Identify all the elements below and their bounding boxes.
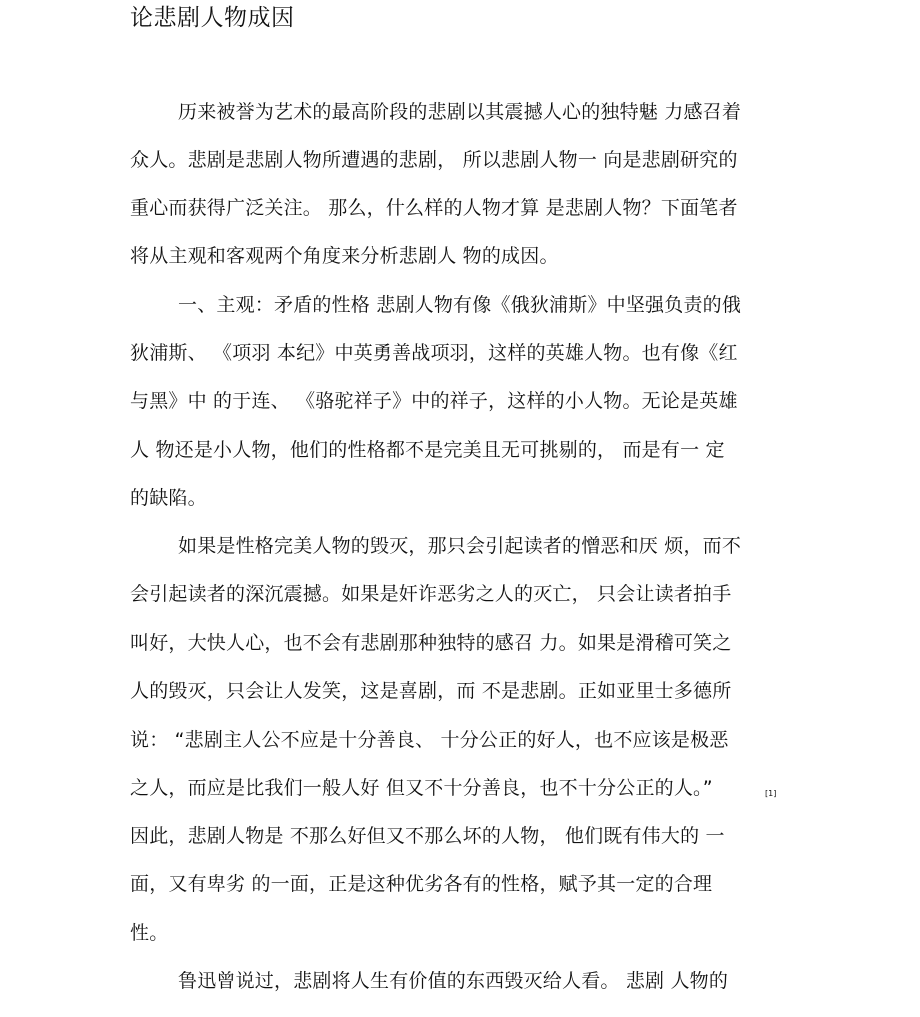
paragraph-line: 叫好，大快人心，也不会有悲剧那种独特的感召 力。如果是滑稽可笑之 [130, 632, 732, 654]
paragraph-line: 重心而获得广泛关注。 那么，什么样的人物才算 是悲剧人物？下面笔者 [130, 197, 738, 219]
paragraph-line: 因此，悲剧人物是 不那么好但又不那么坏的人物， 他们既有伟大的 一 [130, 825, 725, 847]
footnote-reference[interactable]: [1] [765, 789, 777, 798]
paragraph-line: 与黑》中 的于连、 《骆驼祥子》中的祥子，这样的小人物。无论是英雄 [130, 390, 738, 412]
paragraph-line: 历来被誉为艺术的最高阶段的悲剧以其震撼人心的独特魅 力感召着 [178, 101, 742, 123]
paragraph-line: 鲁迅曾说过，悲剧将人生有价值的东西毁灭给人看。 悲剧 人物的 [178, 970, 729, 992]
paragraph-line: 众人。悲剧是悲剧人物所遭遇的悲剧， 所以悲剧人物一 向是悲剧研究的 [130, 149, 738, 171]
paragraph-line: 人的毁灭，只会让人发笑，这是喜剧，而 不是悲剧。正如亚里士多德所 [130, 680, 732, 702]
paragraph-line: 如果是性格完美人物的毁灭，那只会引起读者的憎恶和厌 烦，而不 [178, 535, 742, 557]
paragraph-line: 面，又有卑劣 的一面，正是这种优劣各有的性格，赋予其一定的合理 [130, 873, 713, 895]
paragraph-line: 一、主观：矛盾的性格 悲剧人物有像《俄狄浦斯》中坚强负责的俄 [178, 294, 742, 316]
paragraph-line: 的缺陷。 [130, 487, 207, 509]
paragraph-line: 将从主观和客观两个角度来分析悲剧人 物的成因。 [130, 245, 559, 267]
paragraph-line: 会引起读者的深沉震撼。如果是奸诈恶劣之人的灭亡， 只会让读者拍手 [130, 583, 732, 605]
page-title: 论悲剧人物成因 [130, 5, 295, 31]
paragraph-line: 性。 [130, 922, 169, 944]
paragraph-line: 说： “悲剧主人公不应是十分善良、 十分公正的好人，也不应该是极恶 [130, 729, 729, 751]
paragraph-line: 人 物还是小人物，他们的性格都不是完美且无可挑剔的， 而是有一 定 [130, 439, 725, 461]
paragraph-line: 狄浦斯、 《项羽 本纪》中英勇善战项羽，这样的英雄人物。也有像《红 [130, 342, 738, 364]
paragraph-line: 之人，而应是比我们一般人好 但又不十分善良，也不十分公正的人。” [130, 777, 713, 799]
